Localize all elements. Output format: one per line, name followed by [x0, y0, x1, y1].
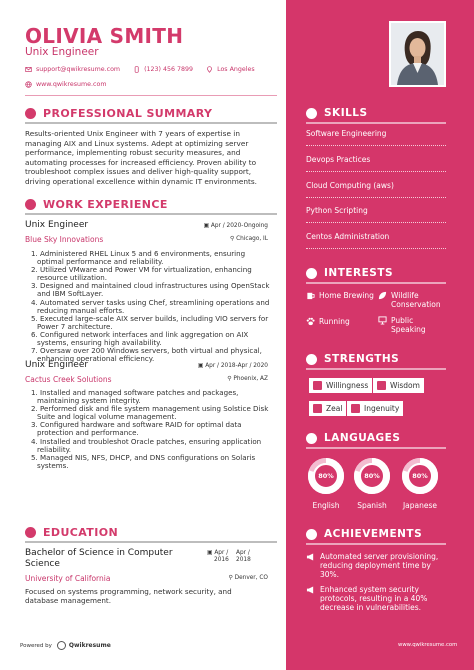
job-bullets: [31, 250, 271, 363]
megaphone-icon: [306, 586, 315, 594]
summary-text: Results-oriented Unix Engineer with 7 years of expertise in managing AIX and Linux systems. Adept at optimizing server performance, implementing robust security measures, and automating processes for increased efficiency. Proven ability to troubleshoot complex issues and deliver high-quality support, driving operational excellence within dynamic IT environments.: [25, 129, 257, 186]
list-item: 1. Administered RHEL Linux 5 and 6 environments, ensuring optimal performance and reliability.: [31, 249, 246, 267]
qwikresume-logo-icon: [57, 641, 66, 650]
languages-heading: LANGUAGES: [306, 432, 400, 444]
summary-heading: [25, 107, 212, 120]
skill-item: Cloud Computing (aws): [306, 181, 394, 190]
book-icon: [377, 381, 386, 390]
paw-icon: [306, 317, 315, 326]
strength-tag: Wisdom: [373, 378, 424, 393]
skill-divider: [306, 171, 446, 172]
location-pin-icon: [206, 66, 213, 73]
location-text: Los Angeles: [217, 66, 255, 73]
language-meter-japanese: 80%: [402, 458, 438, 494]
language-name: English: [312, 501, 340, 510]
list-item: 4. Installed and troubleshot Oracle patches, ensuring application reliability.: [31, 436, 262, 454]
list-item: 5. Managed NIS, NFS, DHCP, and DNS configurations on Solaris systems.: [31, 452, 256, 470]
interests-icon: [306, 268, 317, 279]
company-name: Blue Sky Innovations: [25, 235, 104, 244]
beer-icon: [306, 291, 315, 300]
interest-item: Home Brewing: [306, 291, 374, 300]
phone-icon: [133, 66, 140, 73]
school-location: ⚲ Denver, CO: [228, 575, 268, 581]
header-divider: [25, 95, 277, 96]
interest-item: Wildlife Conservation: [378, 291, 441, 309]
skills-heading: SKILLS: [306, 107, 368, 119]
job-location: ⚲ Chicago, IL: [229, 236, 268, 242]
skills-icon: [306, 108, 317, 119]
job-dates: ▣ Apr / 2018-Apr / 2020: [197, 363, 268, 369]
language-meter-spanish: 80%: [354, 458, 390, 494]
education-heading-text: EDUCATION: [43, 526, 119, 539]
experience-rule: [25, 213, 277, 215]
lightning-icon: [313, 404, 322, 413]
person-image: [391, 23, 444, 85]
contact-row: [25, 66, 255, 73]
skill-item: Centos Administration: [306, 232, 390, 241]
education-dates-end: Apr / 2018: [236, 550, 251, 563]
summary-heading-text: PROFESSIONAL SUMMARY: [43, 107, 213, 120]
skill-item: Python Scripting: [306, 206, 368, 215]
strength-tag: Willingness: [309, 378, 372, 393]
candidate-role: Unix Engineer: [25, 46, 99, 58]
megaphone-icon: [306, 553, 315, 561]
language-name: Japanese: [402, 501, 438, 510]
job-bullets: [31, 389, 271, 470]
skill-item: Software Engineering: [306, 129, 387, 138]
powered-by: Powered by Qwikresume: [20, 642, 111, 649]
candidate-name: OLIVIA SMITH: [25, 24, 184, 48]
skill-divider: [306, 222, 446, 223]
graduation-cap-icon: [25, 527, 36, 538]
thumbs-up-icon: [313, 381, 322, 390]
leaf-icon: [378, 291, 387, 300]
list-item: 2. Performed disk and file system management using Solstice Disk Suite and logical volume management.: [31, 404, 269, 422]
strengths-rule: [306, 368, 446, 370]
job-dates: ▣ Apr / 2020-Ongoing: [203, 223, 268, 229]
summary-icon: [25, 108, 36, 119]
interest-item: Running: [306, 317, 350, 326]
company-name: Cactus Creek Solutions: [25, 375, 112, 384]
website-link[interactable]: www.qwikresume.com: [36, 81, 107, 88]
degree: Bachelor of Science in Computer Science: [25, 548, 173, 569]
skill-divider: [306, 197, 446, 198]
languages-icon: [306, 433, 317, 444]
presentation-icon: [378, 316, 387, 325]
skills-rule: [306, 122, 446, 124]
briefcase-icon: [25, 199, 36, 210]
achievement-item: Enhanced system security protocols, resulting in a 40% decrease in vulnerabilities.: [306, 585, 446, 613]
languages-rule: [306, 447, 446, 449]
skill-divider: [306, 248, 446, 249]
brand-name[interactable]: Qwikresume: [68, 642, 111, 649]
experience-heading-text: WORK EXPERIENCE: [43, 198, 168, 211]
strengths-icon: [306, 354, 317, 365]
list-item: 2. Utilized VMware and Power VM for virtualization, enhancing resource utilization.: [31, 265, 252, 283]
list-item: 1. Installed and managed software patches and packages, maintaining system integrity.: [31, 388, 239, 406]
list-item: 3. Configured hardware and software RAID for optimal data protection and performance.: [31, 420, 242, 438]
job-location: ⚲ Phoenix, AZ: [227, 376, 268, 382]
strengths-heading: STRENGTHS: [306, 353, 399, 365]
globe-icon: [25, 81, 32, 88]
achievements-heading: ACHIEVEMENTS: [306, 528, 422, 540]
summary-rule: [25, 122, 277, 124]
list-item: 5. Executed large-scale AIX server builds, including VIO servers for Power 7 architecture.: [31, 313, 269, 331]
lightbulb-icon: [351, 404, 360, 413]
phone-text: (123) 456 7899: [144, 66, 194, 73]
job-title: Unix Engineer: [25, 220, 89, 230]
website-row: [25, 81, 106, 88]
interest-item: Public Speaking: [378, 316, 426, 334]
job-title: Unix Engineer: [25, 360, 89, 370]
achievements-rule: [306, 543, 446, 545]
education-description: Focused on systems programming, network security, and database management.: [25, 587, 232, 605]
strength-tag: Ingenuity: [347, 401, 403, 416]
experience-heading: [25, 198, 168, 211]
list-item: 3. Designed and maintained cloud infrastructures using OpenStack and IBM SoftLayer.: [31, 281, 270, 299]
trophy-icon: [306, 529, 317, 540]
skill-item: Devops Practices: [306, 155, 371, 164]
strength-tag: Zeal: [309, 401, 346, 416]
list-item: 4. Automated server tasks using Chef, streamlining operations and reducing manual efforts.: [31, 297, 270, 315]
interests-rule: [306, 282, 446, 284]
language-name: Spanish: [357, 501, 387, 510]
language-meter-english: 80%: [308, 458, 344, 494]
achievement-item: Automated server provisioning, reducing deployment time by 30%.: [306, 552, 446, 580]
school-name: University of California: [25, 574, 111, 583]
education-dates: ▣ Apr / 2016: [207, 550, 229, 563]
email-icon: [25, 66, 32, 73]
list-item: 6. Configured network interfaces and link aggregation on AIX systems, ensuring high availability.: [31, 329, 249, 348]
email-link[interactable]: support@qwikresume.com: [36, 66, 121, 73]
education-heading: [25, 526, 118, 539]
interests-heading: INTERESTS: [306, 267, 393, 279]
skill-divider: [306, 145, 446, 146]
education-rule: [25, 541, 277, 543]
list-item: 7. Oversaw over 200 Windows servers, both virtual and physical, enhancing operational efficiency.: [31, 346, 262, 364]
footer-url[interactable]: www.qwikresume.com: [398, 642, 458, 648]
profile-photo: [389, 21, 446, 87]
